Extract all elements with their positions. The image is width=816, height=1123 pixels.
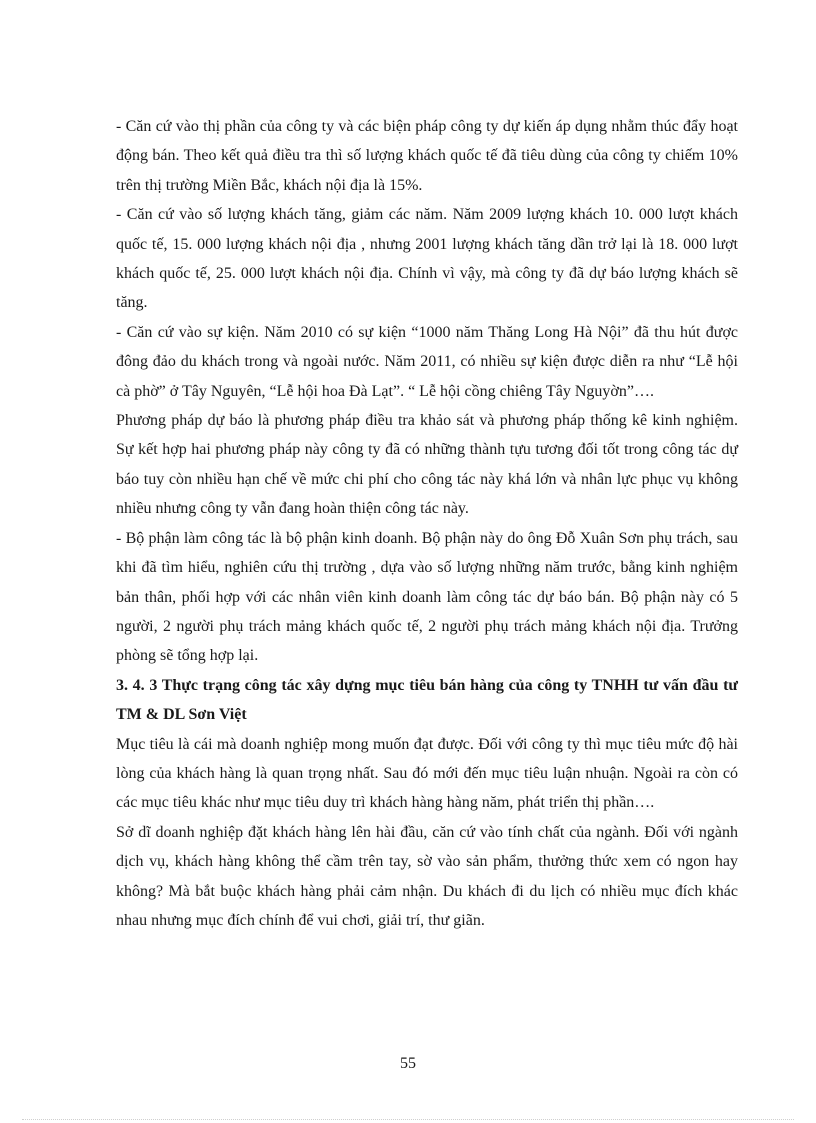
section-heading: 3. 4. 3 Thực trạng công tác xây dựng mục tiêu bán hàng của công ty TNHH tư vấn đầu tư TM & DL Sơn Việt — [116, 676, 738, 724]
paragraph-events: - Căn cứ vào sự kiện. Năm 2010 có sự kiện “1000 năm Thăng Long Hà Nội” đã thu hút được đông đảo du khách trong và ngoài nước. Năm 2011, có nhiều sự kiện được diễn ra như “Lễ hội cà phờ” ở Tây Nguyên, “Lễ hội hoa Đà Lạt”. “ Lễ hội cồng chiêng Tây Nguyờn”…. — [116, 323, 738, 400]
paragraph-market-share: - Căn cứ vào thị phần của công ty và các biện pháp công ty dự kiến áp dụng nhằm thúc đẩy hoạt động bán. Theo kết quả điều tra thì số lượng khách quốc tế đã tiêu dùng của công ty chiếm 10% trên thị trường Miền Bắc, khách nội địa là 15%. — [116, 118, 738, 194]
paragraph-visitor-numbers: - Căn cứ vào số lượng khách tăng, giảm các năm. Năm 2009 lượng khách 10. 000 lượt khách quốc tế, 15. 000 lượng khách nội địa , nhưng 2001 lượng khách tăng dần trở lại là 18. 000 lượt khách quốc tế, 25. 000 lượt khách nội địa. Chính vì vậy, mà công ty đã dự báo lượng khách sẽ tăng. — [116, 206, 738, 312]
paragraph-sales-goals: Mục tiêu là cái mà doanh nghiệp mong muốn đạt được. Đối với công ty thì mục tiêu mức độ hài lòng của khách hàng là quan trọng nhất. Sau đó mới đến mục tiêu luận nhuận. Ngoài ra còn có các mục tiêu khác như mục tiêu duy trì khách hàng hàng năm, phát triển thị phần…. — [116, 735, 738, 812]
paragraph-forecast-method: Phương pháp dự báo là phương pháp điều tra khảo sát và phương pháp thống kê kinh nghiệm. Sự kết hợp hai phương pháp này công ty đã có những thành tựu tương đối tốt trong công tác dự báo tuy còn nhiều hạn chế về mức chi phí cho công tác này khá lớn và nhân lực phục vụ không nhiều nhưng công ty vẫn đang hoàn thiện công tác này. — [116, 412, 738, 518]
page-body — [116, 112, 738, 935]
page-bottom-divider — [22, 1119, 794, 1120]
paragraph-sales-department: - Bộ phận làm công tác là bộ phận kinh doanh. Bộ phận này do ông Đỗ Xuân Sơn phụ trách, sau khi đã tìm hiểu, nghiên cứu thị trường , dựa vào số lượng những năm trước, bằng kinh nghiệm bản thân, phối hợp với các nhân viên kinh doanh làm công tác dự báo bán. Bộ phận này có 5 người, 2 người phụ trách mảng khách quốc tế, 2 người phụ trách mảng khách nội địa. Trưởng phòng sẽ tổng hợp lại. — [116, 529, 738, 665]
page-number: 55 — [400, 1055, 416, 1072]
paragraph-customer-priority: Sở dĩ doanh nghiệp đặt khách hàng lên hài đầu, căn cứ vào tính chất của ngành. Đối với ngành dịch vụ, khách hàng không thể cầm trên tay, sờ vào sản phẩm, thưởng thức xem có ngon hay không? Mà bắt buộc khách hàng phải cảm nhận. Du khách đi du lịch có nhiều mục đích khác nhau nhưng mục đích chính để vui chơi, giải trí, thư giãn. — [116, 823, 738, 929]
